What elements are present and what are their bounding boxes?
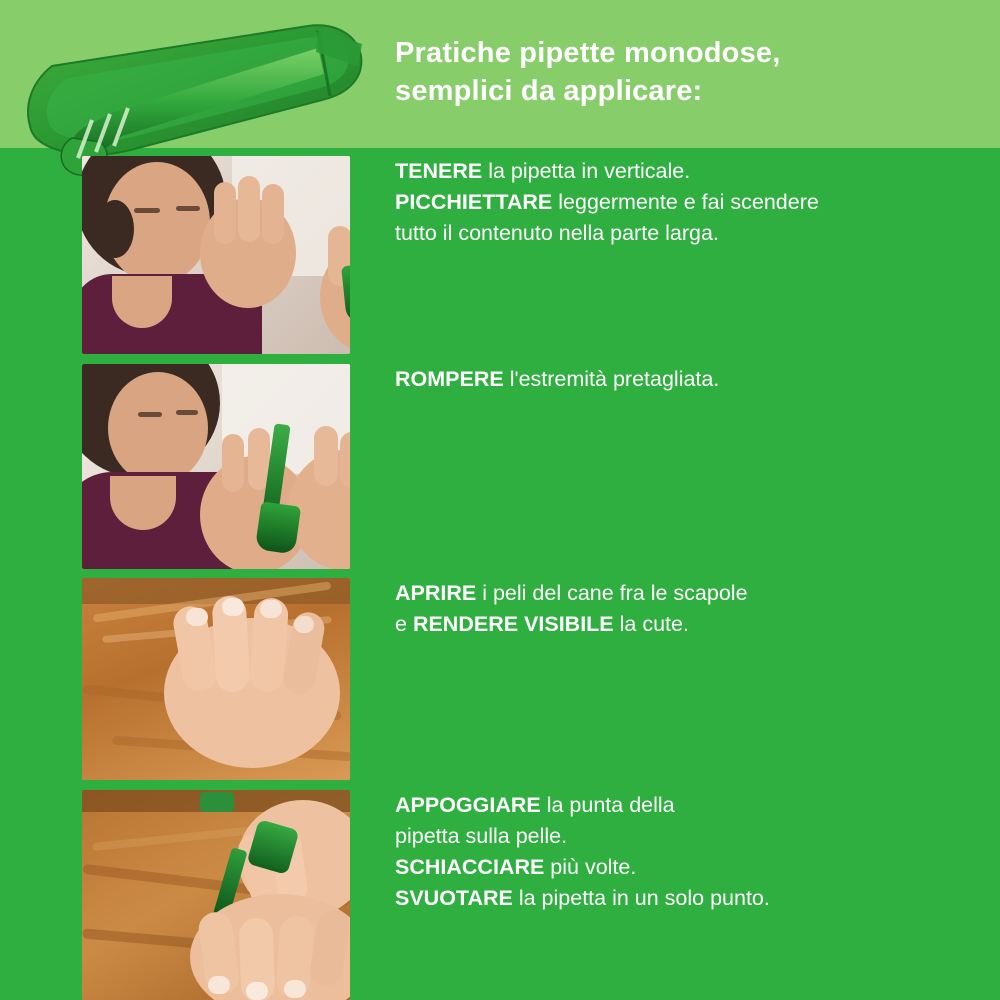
step-1-line-1: TENERE la pipetta in verticale. bbox=[395, 159, 691, 183]
step-1-line-2: PICCHIETTARE leggermente e fai scendere bbox=[395, 190, 819, 214]
step-4-line-3: SCHIACCIARE più volte. bbox=[395, 855, 637, 879]
page-title-line-1: Pratiche pipette monodose, bbox=[395, 37, 781, 69]
step-1-text bbox=[395, 156, 980, 249]
step-3 bbox=[0, 578, 1000, 790]
step-3-photo bbox=[82, 578, 350, 780]
step-3-line-2: e RENDERE VISIBILE la cute. bbox=[395, 612, 689, 636]
step-2-photo bbox=[82, 364, 350, 569]
step-2-text bbox=[395, 364, 980, 395]
step-2 bbox=[0, 364, 1000, 578]
step-4-text bbox=[395, 790, 980, 914]
page-title-line-2: semplici da applicare: bbox=[395, 75, 703, 107]
step-1 bbox=[0, 156, 1000, 364]
steps-list bbox=[0, 148, 1000, 1000]
page-title bbox=[395, 34, 975, 110]
step-1-line-3: tutto il contenuto nella parte larga. bbox=[395, 221, 719, 245]
step-2-line-1: ROMPERE l'estremità pretagliata. bbox=[395, 367, 720, 391]
step-1-photo bbox=[82, 156, 350, 354]
step-4-line-2: pipetta sulla pelle. bbox=[395, 824, 568, 848]
step-3-line-1: APRIRE i peli del cane fra le scapole bbox=[395, 581, 748, 605]
step-4-line-4: SVUOTARE la pipetta in un solo punto. bbox=[395, 886, 770, 910]
step-4 bbox=[0, 790, 1000, 1000]
step-4-photo bbox=[82, 790, 350, 1000]
step-4-line-1: APPOGGIARE la punta della bbox=[395, 793, 675, 817]
step-3-text bbox=[395, 578, 980, 640]
